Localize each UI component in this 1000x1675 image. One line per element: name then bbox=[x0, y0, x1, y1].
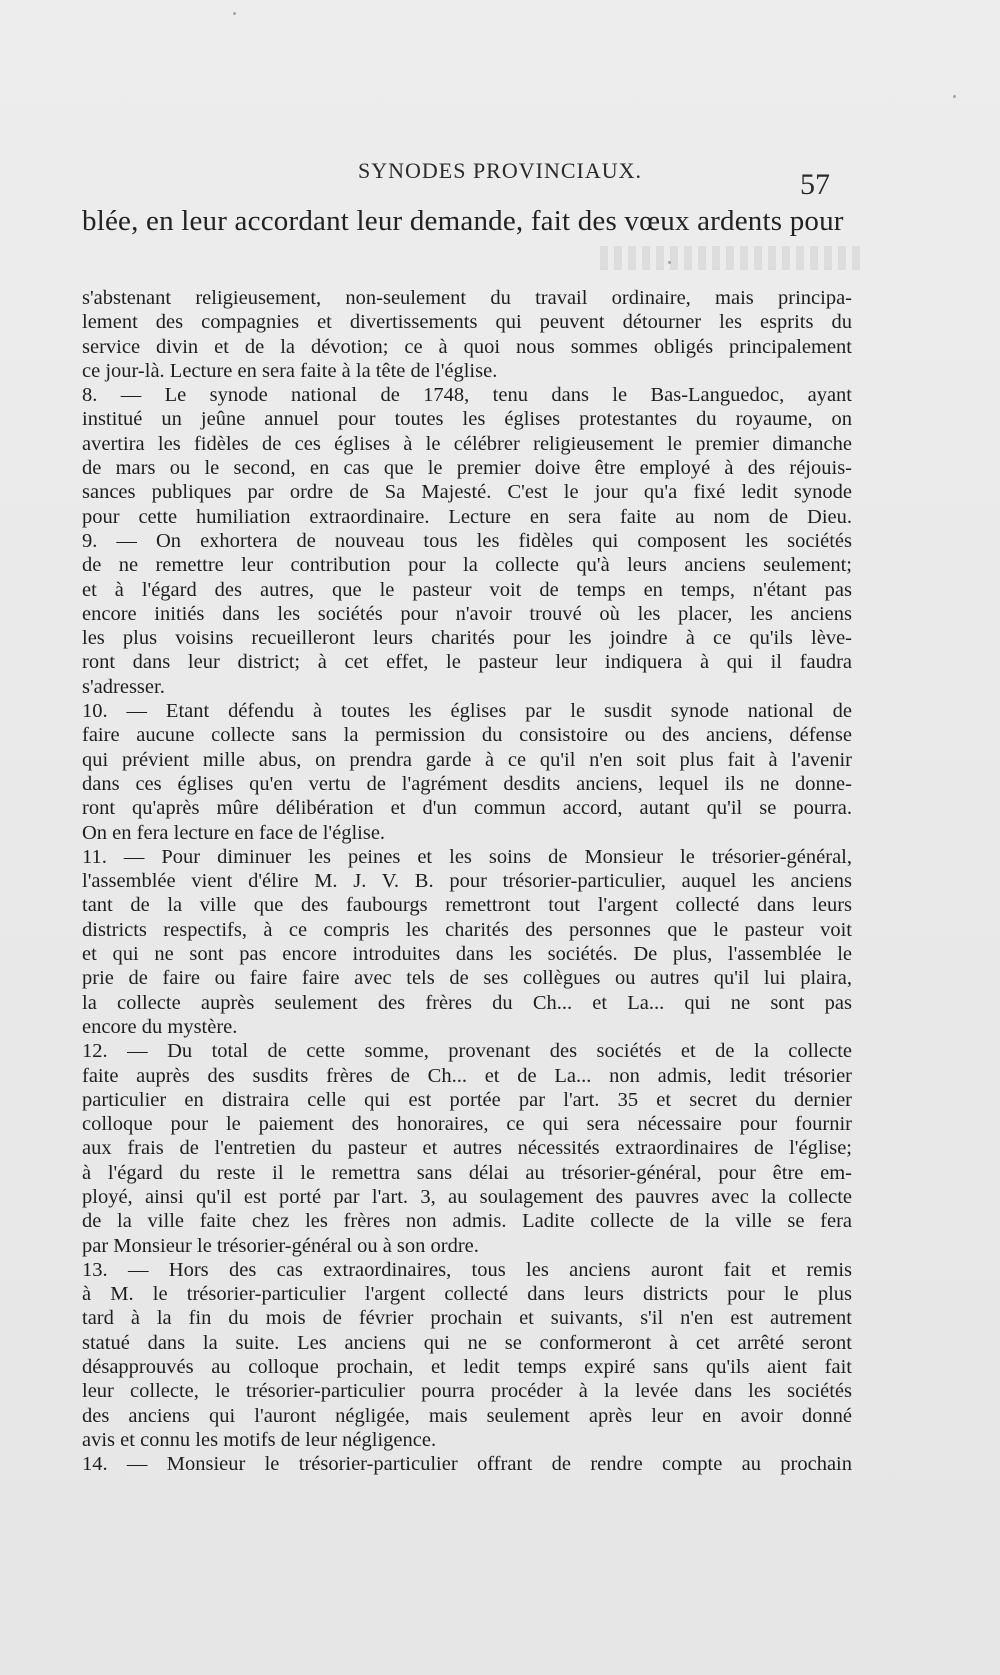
text-line: service divin et de la dévotion; ce à quoi nous sommes obligés principalement bbox=[82, 335, 852, 358]
text-line: ce jour-là. Lecture en sera faite à la tête de l'église. bbox=[82, 359, 498, 382]
overlapping-text-line: blée, en leur accordant leur demande, fait des vœux ardents pour bbox=[82, 205, 844, 237]
text-line: dans ces églises qu'en vertu de l'agrément desdits anciens, lequel ils ne donne- bbox=[82, 772, 852, 795]
text-line: sances publiques par ordre de Sa Majesté. C'est le jour qu'a fixé ledit synode bbox=[82, 481, 852, 504]
text-line: encore du mystère. bbox=[82, 1015, 238, 1038]
paper-speck bbox=[668, 261, 671, 264]
text-line: leur collecte, le trésorier-particulier pourra procéder à la levée dans les sociétés bbox=[82, 1380, 852, 1403]
paper-speck bbox=[953, 95, 956, 98]
text-line: qui prévient mille abus, on prendra garde à ce qu'il n'en soit plus fait à l'avenir bbox=[82, 748, 852, 771]
text-line: s'abstenant religieusement, non-seulement du travail ordinaire, mais principa- bbox=[82, 287, 852, 309]
text-line: de mars ou le second, en cas que le premier doive être employé à des réjouis- bbox=[82, 457, 852, 480]
page-number: 57 bbox=[800, 168, 830, 201]
text-line: 9. — On exhortera de nouveau tous les fidèles qui composent les sociétés bbox=[82, 529, 852, 552]
text-line: 11. — Pour diminuer les peines et les soins de Monsieur le trésorier-général, bbox=[82, 845, 852, 868]
text-line: désapprouvés au colloque prochain, et ledit temps expiré sans qu'ils aient fait bbox=[82, 1356, 852, 1379]
show-through-smudge bbox=[600, 246, 860, 270]
text-line: aux frais de l'entretien du pasteur et autres nécessités extraordinaires de l'église; bbox=[82, 1137, 852, 1160]
text-line: à l'égard du reste il le remettra sans délai au trésorier-général, pour être em- bbox=[82, 1161, 852, 1184]
text-line: par Monsieur le trésorier-général ou à son ordre. bbox=[82, 1234, 479, 1257]
text-line: 8. — Le synode national de 1748, tenu dans le Bas-Languedoc, ayant bbox=[82, 384, 852, 407]
text-line: des anciens qui l'auront négligée, mais seulement après leur en avoir donné bbox=[82, 1404, 852, 1427]
text-line: 12. — Du total de cette somme, provenant des sociétés et de la collecte bbox=[82, 1040, 852, 1063]
text-line: statué dans la suite. Les anciens qui ne se conformeront à cet arrêté seront bbox=[82, 1331, 852, 1354]
text-line: tard à la fin du mois de février prochain et suivants, s'il n'en est autrement bbox=[82, 1307, 852, 1330]
text-line: institué un jeûne annuel pour toutes les églises protestantes du royaume, on bbox=[82, 408, 852, 431]
text-line: tant de la ville que des faubourgs remettront tout l'argent collecté dans leurs bbox=[82, 894, 852, 917]
paper-speck bbox=[233, 12, 236, 15]
text-line: ront dans leur district; à cet effet, le pasteur leur indiquera à qui il faudra bbox=[82, 651, 852, 674]
text-line: faire aucune collecte sans la permission du consistoire ou des anciens, défense bbox=[82, 724, 852, 747]
text-line: encore initiés dans les sociétés pour n'avoir trouvé où les placer, les anciens bbox=[82, 602, 852, 625]
text-line: les plus voisins recueilleront leurs charités pour les joindre à ce qu'ils lève- bbox=[82, 627, 852, 650]
text-line: ront qu'après mûre délibération et d'un commun accord, autant qu'il se pourra. bbox=[82, 797, 852, 820]
text-line: districts respectifs, à ce compris les charités des personnes que le pasteur voit bbox=[82, 918, 852, 941]
text-line: s'adresser. bbox=[82, 675, 165, 698]
text-line: et à l'égard des autres, que le pasteur voit de temps en temps, n'étant pas bbox=[82, 578, 852, 601]
text-line: pour cette humiliation extraordinaire. Lecture en sera faite au nom de Dieu. bbox=[82, 505, 852, 528]
text-line: lement des compagnies et divertissements qui peuvent détourner les esprits du bbox=[82, 311, 852, 334]
text-line: avis et connu les motifs de leur négligence. bbox=[82, 1428, 437, 1451]
text-line: l'assemblée vient d'élire M. J. V. B. pour trésorier-particulier, auquel les anciens bbox=[82, 870, 852, 893]
text-line: faite auprès des susdits frères de Ch... et de La... non admis, ledit trésorier bbox=[82, 1064, 852, 1087]
text-line: ployé, ainsi qu'il est porté par l'art. 3, au soulagement des pauvres avec la collecte bbox=[82, 1185, 852, 1208]
text-line: de ne remettre leur contribution pour la collecte qu'à leurs anciens seulement; bbox=[82, 554, 852, 577]
text-line: la collecte auprès seulement des frères du Ch... et La... qui ne sont pas bbox=[82, 991, 852, 1014]
body-text bbox=[82, 286, 852, 1477]
text-line: à M. le trésorier-particulier l'argent collecté dans leurs districts pour le plus bbox=[82, 1283, 852, 1306]
text-line: On en fera lecture en face de l'église. bbox=[82, 821, 386, 844]
text-line: 10. — Etant défendu à toutes les églises par le susdit synode national de bbox=[82, 700, 852, 723]
text-line: de la ville faite chez les frères non admis. Ladite collecte de la ville se fera bbox=[82, 1210, 852, 1233]
text-line: particulier en distraira celle qui est portée par l'art. 35 et secret du dernier bbox=[82, 1088, 852, 1111]
text-line: 14. — Monsieur le trésorier-particulier offrant de rendre compte au prochain bbox=[82, 1453, 852, 1476]
text-line: et qui ne sont pas encore introduites dans les sociétés. De plus, l'assemblée le bbox=[82, 943, 852, 966]
text-line: 13. — Hors des cas extraordinaires, tous les anciens auront fait et remis bbox=[82, 1258, 852, 1281]
running-title: SYNODES PROVINCIAUX. bbox=[357, 158, 643, 183]
text-line: avertira les fidèles de ces églises à le célébrer religieusement le premier dimanche bbox=[82, 432, 852, 455]
text-line: colloque pour le paiement des honoraires, ce qui sera nécessaire pour fournir bbox=[82, 1113, 852, 1136]
text-line: prie de faire ou faire faire avec tels de ses collègues ou autres qu'il lui plaira, bbox=[82, 967, 852, 990]
